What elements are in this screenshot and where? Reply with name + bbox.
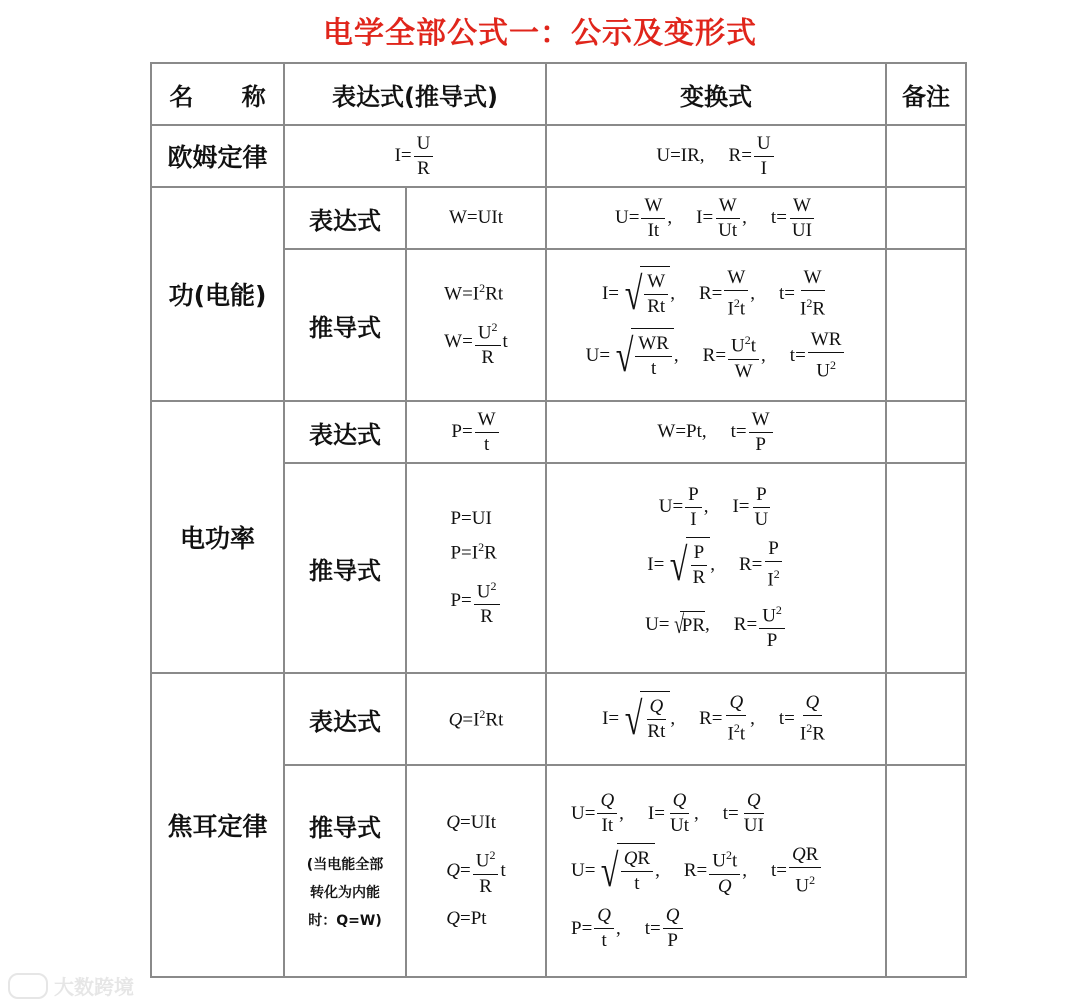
work-derived: $W=I^2Rt$ W= $\frac{U^2}{R}$ t <box>406 249 546 401</box>
remark-cell <box>886 401 966 463</box>
row-name-power: 电功率 <box>151 401 284 673</box>
header-row <box>151 63 966 125</box>
label-expr: 表达式 <box>284 187 406 249</box>
row-name-joule: 焦耳定律 <box>151 673 284 977</box>
power-derived: P=UI $P=I^2R$ P= $\frac{U^2}{R}$ <box>406 463 546 673</box>
watermark-text: 大数跨境 <box>54 975 134 999</box>
row-joule-expr <box>151 673 966 765</box>
formula-table <box>150 62 967 978</box>
remark-cell <box>886 463 966 673</box>
row-name-work: 功(电能) <box>151 187 284 401</box>
page-title: 电学全部公式一：公示及变形式 <box>323 16 757 51</box>
remark-cell <box>886 187 966 249</box>
watermark-logo-icon <box>8 973 48 999</box>
row-power-expr <box>151 401 966 463</box>
remark-cell <box>886 765 966 977</box>
power-transform-1: W=Pt, t= $\frac{W}{P}$ <box>546 401 886 463</box>
label-derive: 推导式 <box>284 249 406 401</box>
power-expression: P= $\frac{W}{t}$ <box>406 401 546 463</box>
joule-transform-2: U= $\frac{Q}{It}$ , I= $\frac{Q}{Ut}$ , t= $\frac{Q}{UI}$ U= √ $\frac{QR}{t}$ , R= $\frac{U^2t}{Q}$ , t= $\frac{QR}{U^2}$ P= $\frac{Q}{t}$ , t= $\frac{Q}{P}$ <box>546 765 886 977</box>
remark-cell <box>886 125 966 187</box>
header-expression: 表达式(推导式) <box>284 63 546 125</box>
header-name: 名 称 <box>151 63 284 125</box>
joule-note-line-1: (当电能全部 <box>306 856 384 873</box>
remark-cell <box>886 249 966 401</box>
power-transform-2: U= $\frac{P}{I}$ , I= $\frac{P}{U}$ I= √ $\frac{P}{R}$ , R= $\frac{P}{I^2}$ U= √ PR , R= $\frac{U^2}{P}$ <box>546 463 886 673</box>
header-transform: 变换式 <box>546 63 886 125</box>
label-expr: 表达式 <box>284 673 406 765</box>
row-name-ohm: 欧姆定律 <box>151 125 284 187</box>
label-derive: 推导式 <box>284 463 406 673</box>
joule-expression: $Q=I^2Rt$ <box>406 673 546 765</box>
work-transform-1: U= $\frac{W}{It}$ , I= $\frac{W}{Ut}$ , t= $\frac{W}{UI}$ <box>546 187 886 249</box>
joule-note-line-2: 转化为内能 <box>310 884 380 901</box>
label-derive: 推导式 <box>309 813 381 842</box>
header-remark: 备注 <box>886 63 966 125</box>
joule-note-line-3: 时：Q=W) <box>308 912 382 929</box>
joule-derived: Q=UIt Q = $\frac{U^2}{R}$ t Q=Pt <box>406 765 546 977</box>
ohm-expression: I= $\frac{U}{R}$ <box>284 125 546 187</box>
remark-cell <box>886 673 966 765</box>
ohm-transform: U=IR, R= $\frac{U}{I}$ <box>546 125 886 187</box>
work-expression: W=UIt <box>406 187 546 249</box>
row-ohm <box>151 125 966 187</box>
row-work-expr <box>151 187 966 249</box>
joule-transform-1: I= √ $\frac{Q}{Rt}$ , R= $\frac{Q}{I^2t}$ , t= $\frac{Q}{I^2R}$ <box>546 673 886 765</box>
work-transform-2: I= √ $\frac{W}{Rt}$ , R= $\frac{W}{I^2t}$ , t= $\frac{W}{I^2R}$ U= √ $\frac{WR}{t}$ , R= $\frac{U^2t}{W}$ , t= $\frac{WR}{U^2}$ <box>546 249 886 401</box>
joule-note <box>285 851 405 935</box>
watermark <box>8 971 134 1000</box>
joule-derive-label-cell <box>284 765 406 977</box>
label-expr: 表达式 <box>284 401 406 463</box>
